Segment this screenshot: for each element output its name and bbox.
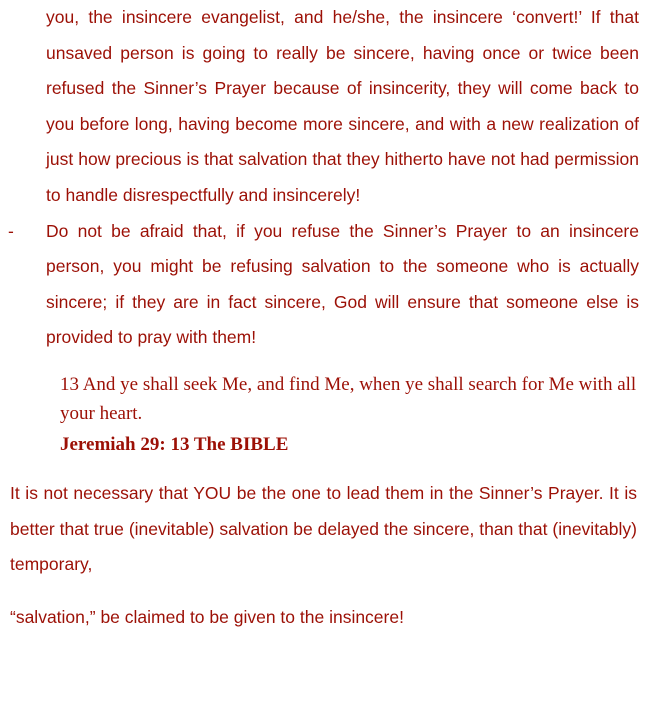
bullet-list-item bbox=[8, 214, 639, 356]
bullet-marker: - bbox=[8, 220, 14, 241]
closing-last-line: “salvation,” be claimed to be given to the insincere! bbox=[10, 607, 404, 628]
bullet-text: Do not be afraid that, if you refuse the Sinner’s Prayer to an insincere person, you might be refusing salvation to the someone who is actually sincere; if they are in fact sincere, God will ensure that someone else is provided to pray with them! bbox=[46, 220, 639, 348]
continued-paragraph: you, the insincere evangelist, and he/she, the insincere ‘convert!’ If that unsaved person is going to really be sincere, having once or twice been refused the Sinner’s Prayer because of insincerity, they will come back to you before long, having become more sincere, and with a new realization of just how precious is that salvation that they hitherto have not had permission to handle disrespectfully and insincerely! bbox=[46, 7, 639, 205]
scripture-verse: 13 And ye shall seek Me, and find Me, when ye shall search for Me with all your heart. bbox=[60, 373, 637, 424]
scripture-reference: Jeremiah 29: 13 The BIBLE bbox=[60, 433, 289, 455]
closing-paragraph: It is not necessary that YOU be the one to lead them in the Sinner’s Prayer. It is better that true (inevitable) salvation be delayed the sincere, than that (inevitably) temporary, bbox=[10, 482, 637, 575]
